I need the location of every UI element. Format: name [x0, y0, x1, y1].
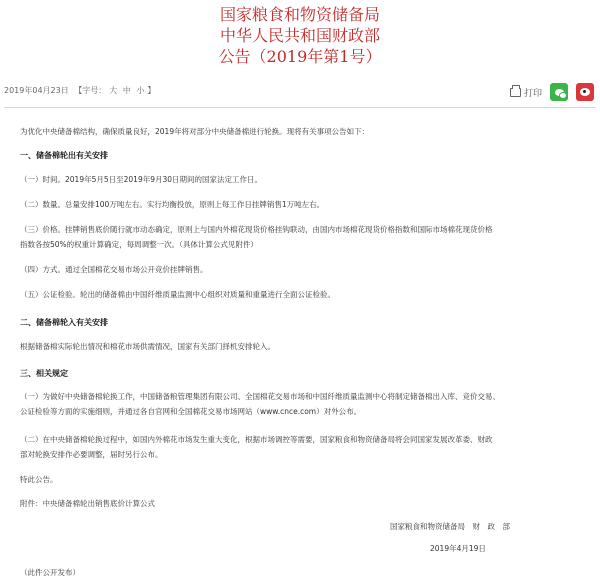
- publish-date: 2019年04月23日: [4, 86, 69, 95]
- signature-issuers: 国家粮食和物资储备局 财 政 部: [390, 522, 510, 531]
- section-1-item-4: （四）方式。通过全国棉花交易市场公开竞价挂牌销售。: [20, 265, 208, 274]
- section-1-item-5: （五）公证检验。轮出的储备棉由中国纤维质量监测中心组织对质量和重量进行全面公证检验。: [20, 290, 335, 299]
- weibo-share-button[interactable]: [576, 83, 594, 101]
- font-size-small-link[interactable]: 小: [136, 86, 145, 95]
- share-tools: [510, 82, 594, 102]
- announcement-header: [0, 0, 600, 70]
- wechat-share-button[interactable]: [550, 83, 568, 101]
- section-1-heading: 一、储备棉轮出有关安排: [20, 151, 108, 160]
- section-1-item-3-line-1: （三）价格。挂牌销售底价随行就市动态确定，原则上与国内外棉花现货价格挂钩联动，由国内市场棉花现货价格指数和国际市场棉花现货价格: [20, 225, 493, 234]
- intro-paragraph: 为优化中央储备棉结构，确保质量良好，2019年将对部分中央储备棉进行轮换。现将有关事项公告如下：: [20, 127, 370, 136]
- section-3-item-1-line-2: 公证检验等方面的实施细则，并通过各自官网和全国棉花交易市场网站（www.cnce.com）对外公布。: [20, 407, 362, 416]
- article-meta-bar: [0, 82, 600, 104]
- print-label: 打印: [523, 88, 542, 99]
- attachment-line: 附件：中央储备棉轮出销售底价计算公式: [20, 499, 155, 508]
- section-1-item-3-line-2: 指数各按50%的权重计算确定，每周调整一次。（具体计算公式见附件）: [20, 240, 258, 249]
- font-size-label: 【字号：: [74, 86, 107, 95]
- issuer-title-1: 国家粮食和物资储备局: [219, 5, 380, 24]
- section-1-item-2: （二）数量。总量安排100万吨左右。实行均衡投放，原则上每工作日挂牌销售1万吨左右。: [20, 200, 325, 209]
- section-3-item-2-line-1: （二）在中央储备棉轮换过程中，如国内外棉花市场发生重大变化，根据市场调控等需要，国家粮食和物资储备局将会同国家发展改革委、财政: [20, 435, 493, 444]
- announcement-number: 公告（2019年第1号）: [218, 47, 382, 66]
- section-3-heading: 三、相关规定: [20, 369, 68, 378]
- section-3-item-1-line-1: （一）为做好中央储备棉轮换工作，中国储备粮管理集团有限公司、全国棉花交易市场和中国纤维质量监测中心将制定储备棉出入库、竞价交易、: [20, 392, 500, 401]
- closing-line: 特此公告。: [20, 475, 58, 484]
- section-2-heading: 二、储备棉轮入有关安排: [20, 318, 108, 327]
- public-release-note: （此件公开发布）: [20, 568, 80, 577]
- printer-icon: [510, 88, 521, 97]
- wechat-icon: [555, 89, 564, 96]
- section-2-paragraph: 根据储备棉实际轮出情况和棉花市场供需情况，国家有关部门择机安排轮入。: [20, 342, 275, 351]
- font-size-close: 】: [147, 86, 156, 95]
- signature-date: 2019年4月19日: [430, 544, 486, 553]
- weibo-icon: [580, 88, 590, 96]
- font-size-large-link[interactable]: 大: [109, 86, 118, 95]
- print-button[interactable]: [510, 86, 542, 99]
- section-3-item-2-line-2: 部对轮换安排作必要调整，届时另行公布。: [20, 450, 163, 459]
- section-1-item-1: （一）时间。2019年5月5日至2019年9月30日期间的国家法定工作日。: [20, 175, 263, 184]
- issuer-title-2: 中华人民共和国财政部: [219, 26, 380, 45]
- meta-info: [4, 85, 158, 96]
- header-divider: [4, 107, 596, 108]
- font-size-medium-link[interactable]: 中: [122, 86, 131, 95]
